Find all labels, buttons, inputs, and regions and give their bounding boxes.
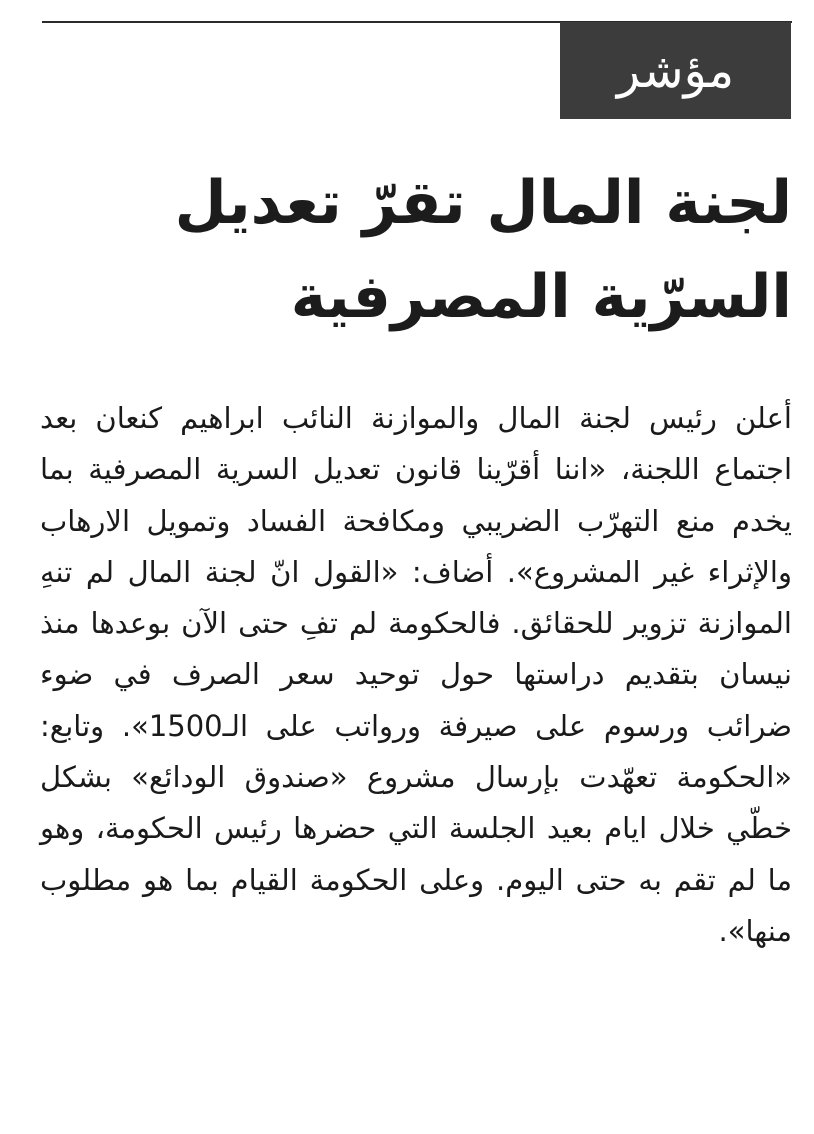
article-body: أعلن رئيس لجنة المال والموازنة النائب ابراهيم كنعان بعد اجتماع اللجنة، «اننا أقرّينا قانون تعديل السرية المصرفية بما يخدم منع التهرّب الضريبي ومكافحة الفساد وتمويل الارهاب والإثراء غير المشروع». أضاف: «القول انّ لجنة المال لم تنهِ الموازنة تزوير للحقائق. فالحكومة لم تفِ حتى الآن بوعدها منذ نيسان بتقديم دراستها حول توحيد سعر الصرف في ضوء ضرائب ورسوم على صيرفة ورواتب على الـ1500». وتابع: «الحكومة تعهّدت بإرسال مشروع «صندوق الودائع» بشكل خطّي خلال ايام بعيد الجلسة التي حضرها رئيس الحكومة، وهو ما لم تقم به حتى اليوم. وعلى الحكومة القيام بما هو مطلوب منها». — [40, 401, 792, 948]
headline-line-2: السرّية المصرفية — [290, 262, 792, 332]
section-tag: مؤشر — [560, 22, 791, 119]
headline — [32, 156, 792, 344]
headline-line-1: لجنة المال تقرّ تعديل — [174, 168, 792, 238]
